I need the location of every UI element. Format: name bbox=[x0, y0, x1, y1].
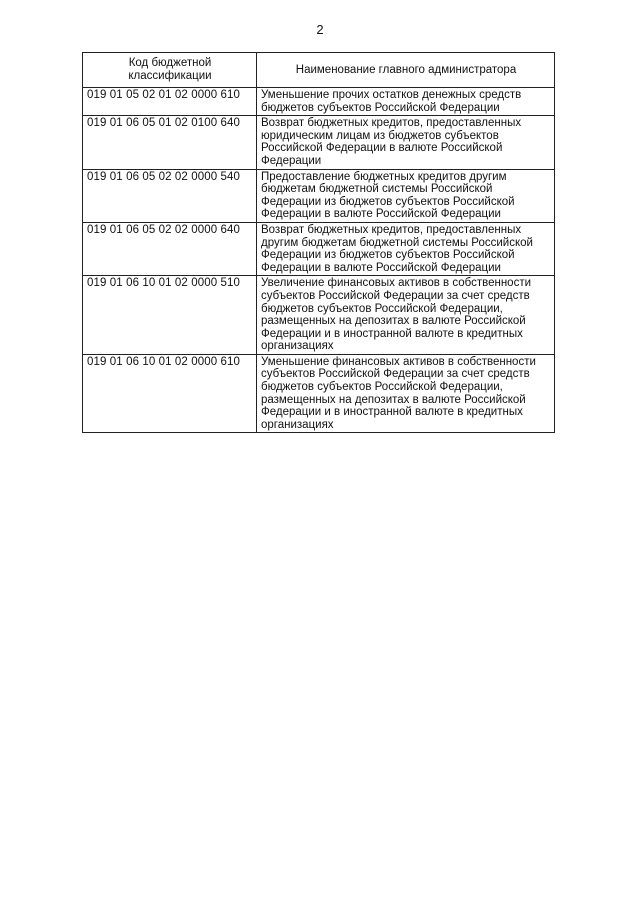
table-row bbox=[83, 354, 555, 433]
row-code: 019 01 05 02 01 02 0000 610 bbox=[83, 88, 257, 116]
row-code: 019 01 06 05 01 02 0100 640 bbox=[83, 116, 257, 169]
table-row bbox=[83, 222, 555, 275]
table-row bbox=[83, 169, 555, 222]
row-name: Увеличение финансовых активов в собственности субъектов Российской Федерации за счет средств бюджетов субъектов Российской Федерации, размещенных на депозитах в валюте Российской Федерации и в иностранной валюте в кредитных организациях bbox=[257, 276, 555, 355]
header-code: Код бюджетной классификации bbox=[83, 53, 257, 88]
row-name: Предоставление бюджетных кредитов другим бюджетам бюджетной системы Российской Федерации из бюджетов субъектов Российской Федерации в валюте Российской Федерации bbox=[257, 169, 555, 222]
row-name: Уменьшение финансовых активов в собственности субъектов Российской Федерации за счет средств бюджетов субъектов Российской Федерации, размещенных на депозитах в валюте Российской Федерации и в иностранной валюте в кредитных организациях bbox=[257, 354, 555, 433]
row-name: Возврат бюджетных кредитов, предоставленных другим бюджетам бюджетной системы Российской Федерации из бюджетов субъектов Российской Федерации в валюте Российской Федерации bbox=[257, 222, 555, 275]
table-row bbox=[83, 88, 555, 116]
table-header-row bbox=[83, 53, 555, 88]
table-row bbox=[83, 116, 555, 169]
row-name: Возврат бюджетных кредитов, предоставленных юридическим лицам из бюджетов субъектов Российской Федерации в валюте Российской Федерации bbox=[257, 116, 555, 169]
row-code: 019 01 06 10 01 02 0000 510 bbox=[83, 276, 257, 355]
header-name: Наименование главного администратора bbox=[257, 53, 555, 88]
budget-classification-table bbox=[82, 52, 555, 433]
row-code: 019 01 06 05 02 02 0000 640 bbox=[83, 222, 257, 275]
table-row bbox=[83, 276, 555, 355]
row-code: 019 01 06 10 01 02 0000 610 bbox=[83, 354, 257, 433]
row-name: Уменьшение прочих остатков денежных средств бюджетов субъектов Российской Федерации bbox=[257, 88, 555, 116]
row-code: 019 01 06 05 02 02 0000 540 bbox=[83, 169, 257, 222]
page-number: 2 bbox=[316, 22, 324, 37]
